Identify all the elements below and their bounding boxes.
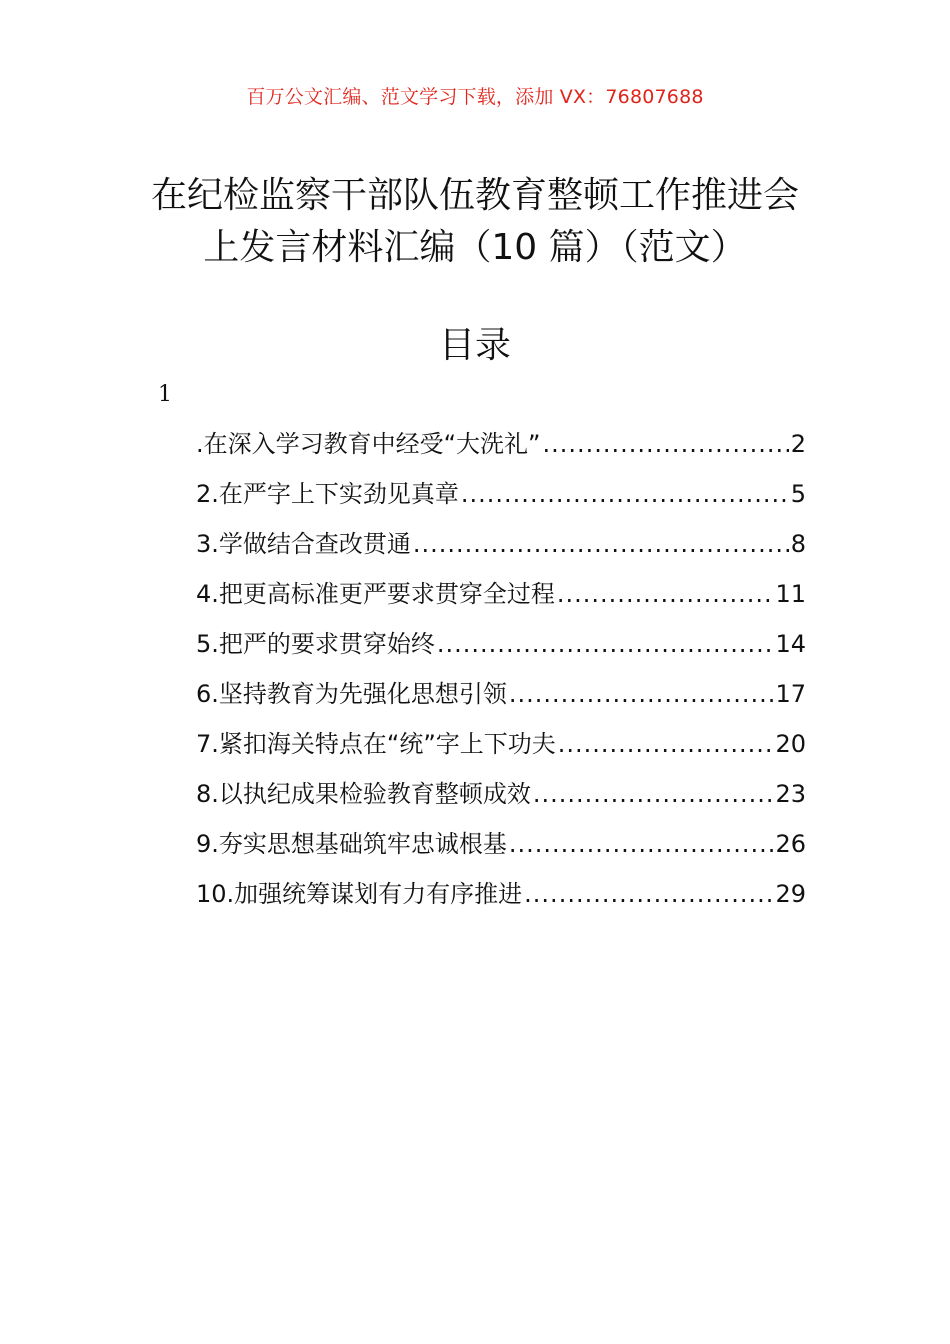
toc-entry-title: 4.把更高标准更严要求贯穿全过程 [196,580,555,608]
toc-entry[interactable] [196,869,806,919]
toc-dot-leader [509,819,774,869]
toc-entry-page: 8 [790,530,806,558]
table-of-contents [196,419,806,919]
toc-entry-page: 23 [775,780,806,808]
toc-entry-page: 26 [775,830,806,858]
document-title [100,170,850,274]
toc-entry-title: 10.加强统筹谋划有力有序推进 [196,880,523,908]
toc-entry-page: 5 [790,480,806,508]
header-note: 百万公文汇编、范文学习下载，添加 VX：76807688 [246,86,704,108]
stray-page-number: 1 [158,382,172,407]
toc-dot-leader [437,619,774,669]
document-title-line-2: 上发言材料汇编（10 篇）（范文） [203,227,747,268]
toc-entry-title: 5.把严的要求贯穿始终 [196,630,435,658]
toc-entry[interactable] [196,469,806,519]
toc-entry-page: 20 [775,730,806,758]
toc-heading: 目录 [438,325,511,366]
toc-dot-leader [543,419,789,469]
document-title-line-1: 在纪检监察干部队伍教育整顿工作推进会 [150,175,799,216]
toc-entry-title: 3.学做结合查改贯通 [196,530,411,558]
toc-entry[interactable] [196,569,806,619]
toc-entry[interactable] [196,519,806,569]
toc-entry-page: 11 [775,580,806,608]
toc-entry-title: 6.坚持教育为先强化思想引领 [196,680,507,708]
toc-entry[interactable] [196,669,806,719]
toc-dot-leader [533,769,774,819]
toc-entry-title: 9.夯实思想基础筑牢忠诚根基 [196,830,507,858]
toc-entry[interactable] [196,769,806,819]
toc-dot-leader [461,469,789,519]
toc-entry-title: .在深入学习教育中经受“大洗礼” [196,430,541,458]
toc-entry-page: 29 [775,880,806,908]
toc-entry-page: 14 [775,630,806,658]
toc-dot-leader [557,569,774,619]
toc-entry-page: 17 [775,680,806,708]
toc-dot-leader [509,669,774,719]
toc-dot-leader [413,519,789,569]
toc-entry[interactable] [196,819,806,869]
toc-entry-title: 7.紧扣海关特点在“统”字上下功夫 [196,730,556,758]
toc-entry-title: 2.在严字上下实劲见真章 [196,480,459,508]
toc-entry[interactable] [196,619,806,669]
toc-entry-title: 8.以执纪成果检验教育整顿成效 [196,780,531,808]
toc-dot-leader [558,719,774,769]
toc-entry-page: 2 [790,430,806,458]
toc-entry[interactable] [196,719,806,769]
toc-entry[interactable] [196,419,806,469]
toc-dot-leader [524,869,773,919]
